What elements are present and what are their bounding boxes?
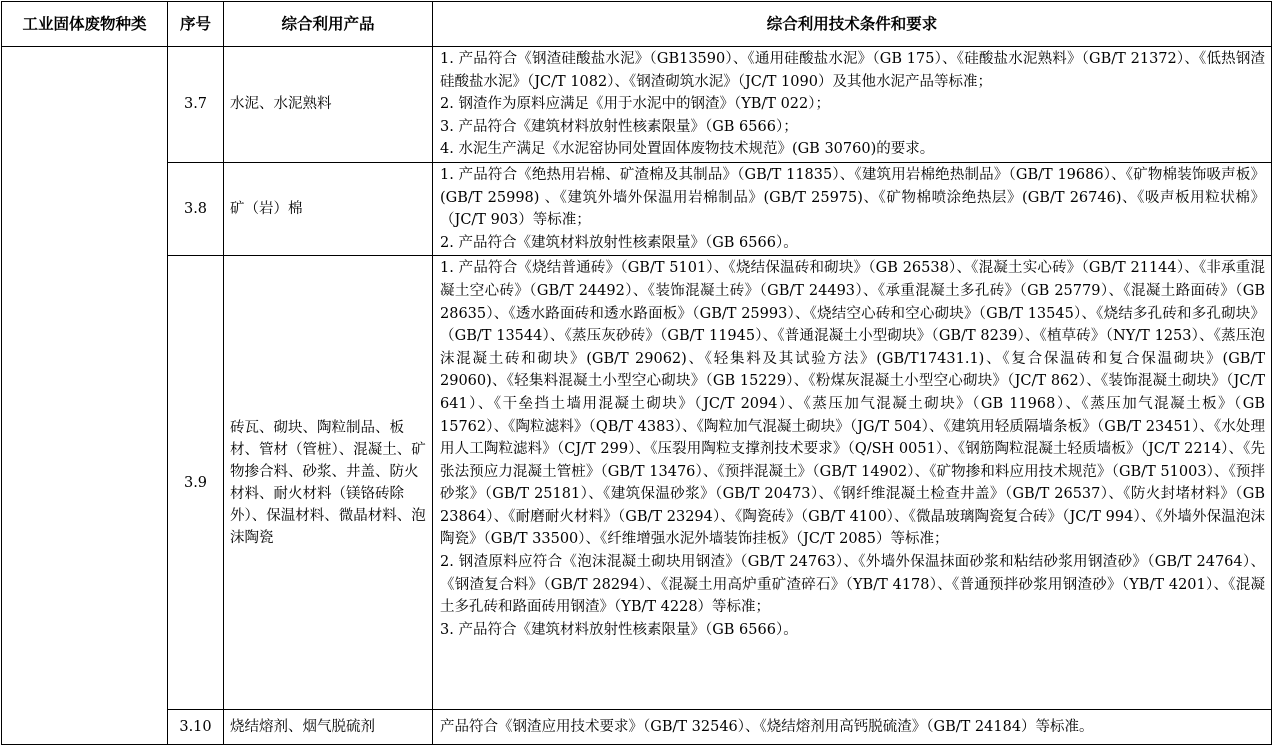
requirement-item: 1. 产品符合《钢渣硅酸盐水泥》（GB13590）、《通用硅酸盐水泥》（GB 175）、《硅酸盐水泥熟料》（GB/T 21372）、《低热钢渣硅酸盐水泥》（JC/T 1082）、《钢渣砌筑水泥》（JC/T 1090）及其他水泥产品等标准； — [440, 51, 1265, 90]
header-row — [2, 2, 1272, 47]
product-cell: 烧结熔剂、烟气脱硫剂 — [224, 710, 433, 745]
requirements-cell — [433, 162, 1272, 255]
standards-table — [1, 1, 1272, 745]
table-row — [2, 162, 1272, 255]
product-cell: 砖瓦、砌块、陶粒制品、板材、管材（管桩）、混凝土、矿物掺合料、砂浆、井盖、防火材料、耐火材料（镁铬砖除外）、保温材料、微晶材料、泡沫陶瓷 — [224, 256, 433, 710]
requirements-cell — [433, 47, 1272, 163]
product-cell: 水泥、水泥熟料 — [224, 47, 433, 163]
table-row — [2, 710, 1272, 745]
table-row — [2, 47, 1272, 163]
requirement-item: 产品符合《钢渣应用技术要求》（GB/T 32546）、《烧结熔剂用高钙脱硫渣》（GB/T 24184）等标准。 — [440, 719, 1094, 736]
requirement-item: 1. 产品符合《烧结普通砖》（GB/T 5101）、《烧结保温砖和砌块》（GB 26538）、《混凝土实心砖》（GB/T 21144）、《非承重混凝土空心砖》（GB/T 24492）、《装饰混凝土砖》（GB/T 24493）、《承重混凝土多孔砖》（GB 25779）、《混凝土路面砖》（GB 28635）、《透水路面砖和透水路面板》（GB/T 25993）、《烧结空心砖和空心砌块》（GB/T 13545）、《烧结多孔砖和多孔砌块》（GB/T 13544）、《蒸压灰砂砖》（GB/T 11945）、《普通混凝土小型砌块》（GB/T 8239）、《植草砖》（NY/T 1253）、《蒸压泡沫混凝土砖和砌块》(GB/T 29062)、《轻集料及其试验方法》(GB/T17431.1)、《复合保温砖和复合保温砌块》(GB/T 29060)、《轻集料混凝土小型空心砌块》（GB 15229）、《粉煤灰混凝土小型空心砌块》（JC/T 862）、《装饰混凝土砌块》（JC/T 641）、《干垒挡土墙用混凝土砌块》（JC/T 2094）、《蒸压加气混凝土砌块》（GB 11968）、《蒸压加气混凝土板》（GB 15762）、《陶粒滤料》（QB/T 4383）、《陶粒加气混凝土砌块》（JG/T 504）、《建筑用轻质隔墙条板》（GB/T 23451）、《水处理用人工陶粒滤料》（CJ/T 299）、《压裂用陶粒支撑剂技术要求》（Q/SH 0051）、《钢筋陶粒混凝土轻质墙板》（JC/T 2214）、《先张法预应力混凝土管桩》（GB/T 13476）、《预拌混凝土》（GB/T 14902）、《矿物掺和料应用技术规范》（GB/T 51003）、《预拌砂浆》（GB/T 25181）、《建筑保温砂浆》（GB/T 20473）、《钢纤维混凝土检查井盖》（GB/T 26537）、《防火封堵材料》（GB 23864）、《耐磨耐火材料》（GB/T 23294）、《陶瓷砖》（GB/T 4100）、《微晶玻璃陶瓷复合砖》（JC/T 994）、《外墙外保温泡沫陶瓷》（GB/T 33500）、《纤维增强水泥外墙装饰挂板》（JC/T 2085）等标准； — [440, 260, 1265, 548]
product-cell: 矿（岩）棉 — [224, 162, 433, 255]
requirement-item: 2. 钢渣原料应符合《泡沫混凝土砌块用钢渣》（GB/T 24763）、《外墙外保温抹面砂浆和粘结砂浆用钢渣砂》（GB/T 24764）、《钢渣复合料》（GB/T 28294）、《混凝土用高炉重矿渣碎石》（YB/T 4178）、《普通预拌砂浆用钢渣砂》（YB/T 4201）、《混凝土多孔砖和路面砖用钢渣》（YB/T 4228）等标准； — [440, 554, 1265, 616]
header-serial: 序号 — [168, 2, 224, 47]
header-requirements: 综合利用技术条件和要求 — [433, 2, 1272, 47]
table-row — [2, 256, 1272, 710]
requirement-item: 2. 钢渣作为原料应满足《用于水泥中的钢渣》（YB/T 022）； — [440, 96, 831, 113]
row-number: 3.8 — [168, 162, 224, 255]
requirement-item: 4. 水泥生产满足《水泥窑协同处置固体废物技术规范》(GB 30760)的要求。 — [440, 141, 935, 158]
header-waste-type: 工业固体废物种类 — [2, 2, 168, 47]
requirement-item: 3. 产品符合《建筑材料放射性核素限量》（GB 6566）； — [440, 118, 798, 135]
requirement-item: 1. 产品符合《绝热用岩棉、矿渣棉及其制品》（GB/T 11835）、《建筑用岩棉绝热制品》（GB/T 19686）、《矿物棉装饰吸声板》(GB/T 25998) 、《建筑外墙外保温用岩棉制品》(GB/T 25975)、《矿物棉喷涂绝热层》(GB/T 26746)、《吸声板用粒状棉》（JC/T 903）等标准； — [440, 166, 1265, 229]
waste-type-cell — [2, 47, 168, 745]
row-number: 3.7 — [168, 47, 224, 163]
requirements-cell — [433, 256, 1272, 710]
header-product: 综合利用产品 — [224, 2, 433, 47]
row-number: 3.9 — [168, 256, 224, 710]
requirement-item: 2. 产品符合《建筑材料放射性核素限量》（GB 6566）。 — [440, 234, 798, 251]
row-number: 3.10 — [168, 710, 224, 745]
requirement-item: 3. 产品符合《建筑材料放射性核素限量》（GB 6566）。 — [440, 621, 798, 638]
requirements-cell — [433, 710, 1272, 745]
